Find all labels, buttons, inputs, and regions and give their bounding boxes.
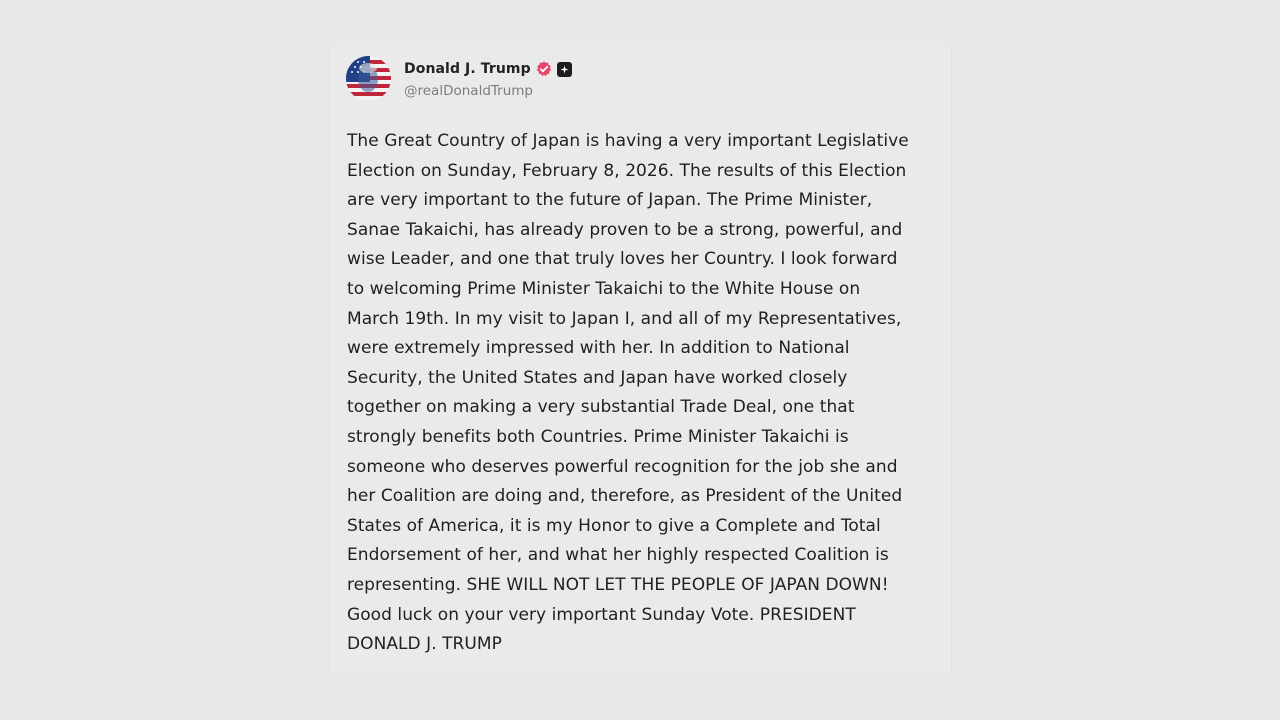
verified-badge-icon	[536, 61, 552, 77]
author-display-name[interactable]: Donald J. Trump	[404, 61, 531, 77]
author-handle[interactable]: @realDonaldTrump	[404, 83, 533, 99]
post-card	[329, 46, 952, 672]
plus-badge-icon	[557, 62, 572, 77]
author-name-row	[404, 59, 572, 79]
flag-portrait-icon	[346, 56, 391, 101]
author-avatar[interactable]	[346, 56, 391, 101]
post-body-text: The Great Country of Japan is having a very important Legislative Election on Sunday, February 8, 2026. The results of this Election are very important to the future of Japan. The Prime Minister, Sanae Takaichi, has already proven to be a strong, powerful, and wise Leader, and one that truly loves her Country. I look forward to welcoming Prime Minister Takaichi to the White House on March 19th. In my visit to Japan I, and all of my Representatives, were extremely impressed with her. In addition to National Security, the United States and Japan have worked closely together on making a very substantial Trade Deal, one that strongly benefits both Countries. Prime Minister Takaichi is someone who deserves powerful recognition for the job she and her Coalition are doing and, therefore, as President of the United States of America, it is my Honor to give a Complete and Total Endorsement of her, and what her highly respected Coalition is representing. SHE WILL NOT LET THE PEOPLE OF JAPAN DOWN! Good luck on your very important Sunday Vote. PRESIDENT DONALD J. TRUMP	[347, 131, 909, 655]
